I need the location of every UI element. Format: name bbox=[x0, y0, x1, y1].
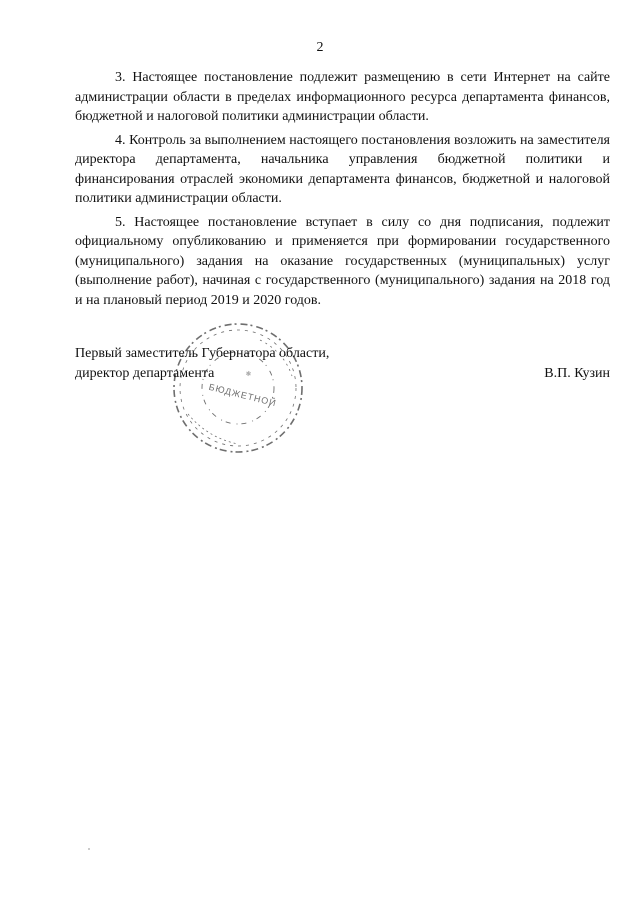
signer-position bbox=[75, 344, 395, 383]
signer-position-line2: директор департамента bbox=[75, 365, 215, 381]
page-number: 2 bbox=[316, 40, 324, 55]
signature-block bbox=[75, 344, 610, 404]
paragraph-4: 4. Контроль за выполнением настоящего постановления возложить на заместителя директора департамента, начальника управления бюджетной политики и финансирования отраслей экономики департамента финансов, бюджетной и налоговой политики администрации области. bbox=[75, 132, 610, 206]
signer-name: В.П. Кузин bbox=[544, 365, 610, 381]
signer-position-line1: Первый заместитель Губернатора области, bbox=[75, 346, 330, 361]
scan-artifact-dot bbox=[88, 848, 90, 850]
svg-text:БЮДЖЕТНОЙ: БЮДЖЕТНОЙ bbox=[207, 381, 278, 409]
paragraph-3: 3. Настоящее постановление подлежит размещению в сети Интернет на сайте администрации области в пределах информационного ресурса департамента финансов, бюджетной и налоговой политики администрации области. bbox=[75, 70, 610, 124]
document-body bbox=[75, 68, 610, 314]
svg-text:✱: ✱ bbox=[244, 370, 252, 379]
paragraph-5: 5. Настоящее постановление вступает в силу со дня подписания, подлежит официальному опубликованию и применяется при формировании государственного (муниципального) задания на оказание государственных (муниципальных) услуг (выполнение работ), начиная с государственного (муниципального) задания на 2018 год и на плановый период 2019 и 2020 годов. bbox=[75, 214, 610, 308]
